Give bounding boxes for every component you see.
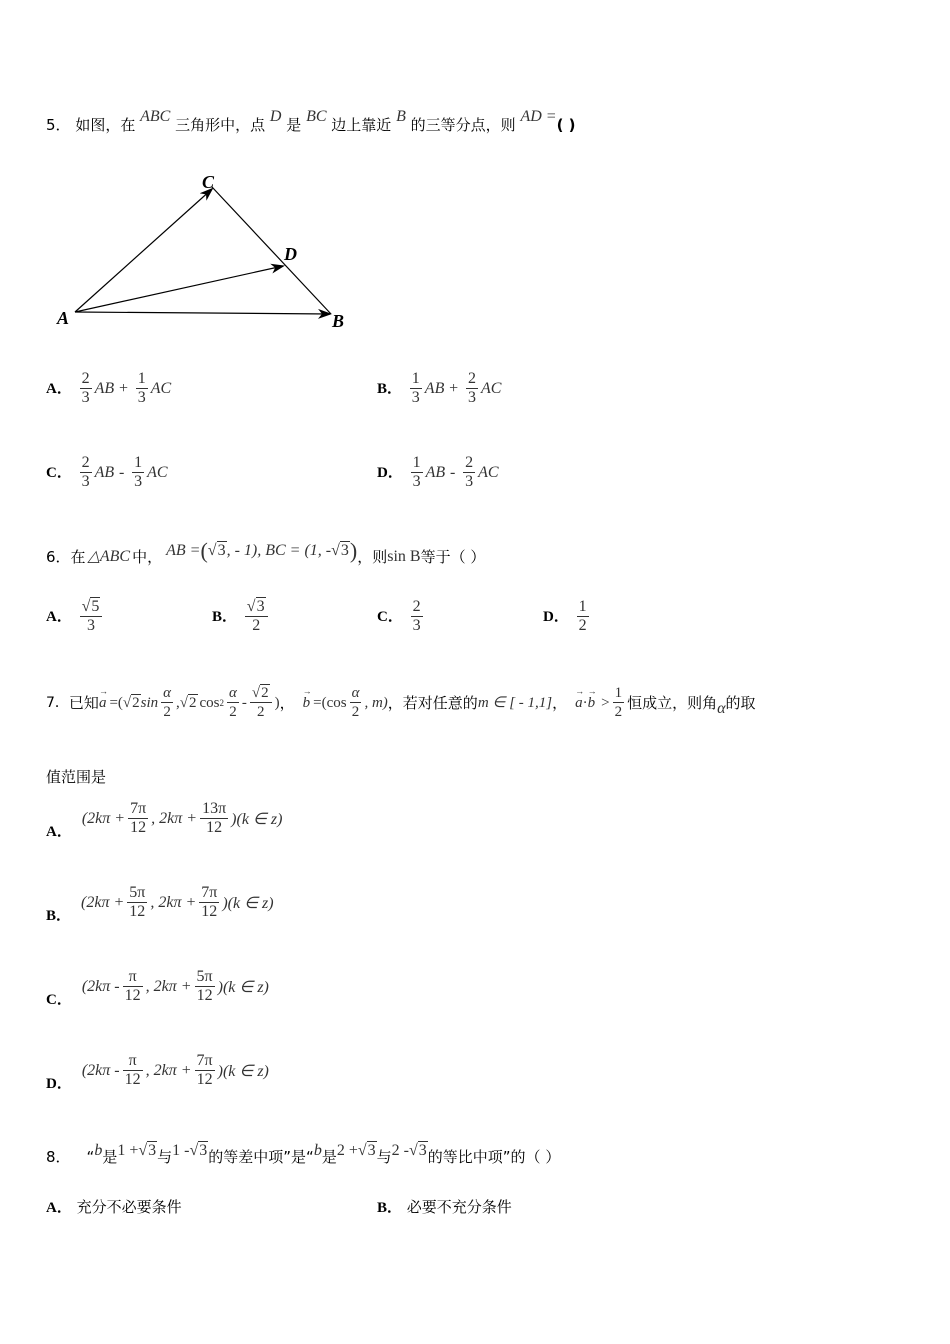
option-label: B． xyxy=(377,381,403,397)
vector-ac-term: AC xyxy=(150,380,172,397)
stem-text: 的等差中项”是“ xyxy=(208,1148,314,1166)
q8-option-a[interactable] xyxy=(46,1196,182,1217)
denominator: 2 xyxy=(578,617,587,634)
numerator: 2 xyxy=(467,370,476,387)
option-label: A． xyxy=(46,609,72,625)
option-label: C． xyxy=(377,609,403,625)
segment-cb xyxy=(212,187,331,314)
option-label: B． xyxy=(377,1200,403,1216)
math-sinb: sin B xyxy=(387,548,421,565)
math-b: b xyxy=(94,1142,103,1159)
radicand: 3 xyxy=(217,542,226,559)
q7-option-b[interactable] xyxy=(46,884,274,924)
math-text: )(k ∈ z) xyxy=(222,894,274,912)
stem-text: 三角形中，点 xyxy=(175,116,266,134)
option-text: 必要不充分条件 xyxy=(406,1198,512,1216)
stem-text: “ xyxy=(86,1148,95,1166)
stem-text: 是 xyxy=(321,1148,337,1166)
denominator: 3 xyxy=(467,389,476,406)
radicand: 2 xyxy=(189,694,197,711)
denominator: 3 xyxy=(81,389,90,406)
sqrt: √2 xyxy=(179,694,197,711)
fraction xyxy=(195,1052,215,1089)
q7-option-c[interactable] xyxy=(46,968,269,1008)
radicand: 2 xyxy=(261,685,269,701)
vector-ab-term: AB xyxy=(424,380,445,397)
vector-ac xyxy=(75,189,212,312)
denominator: 3 xyxy=(412,617,421,634)
option-label: D． xyxy=(377,465,403,481)
operator: + xyxy=(449,380,459,397)
vector-ac-term: AC xyxy=(147,464,168,481)
numerator: 2 xyxy=(465,454,474,471)
denominator: 3 xyxy=(87,617,96,634)
radicand: 3 xyxy=(418,1142,427,1159)
numerator: 5π xyxy=(129,884,146,901)
math-triangle: △ABC xyxy=(87,548,131,565)
stem-text: 中， xyxy=(132,548,163,566)
triangle-figure xyxy=(40,160,370,350)
option-label: A． xyxy=(46,1200,72,1216)
question-number: 7． xyxy=(46,694,69,711)
math-point-d: D xyxy=(269,108,282,125)
fraction xyxy=(132,454,144,491)
label-c: C xyxy=(202,172,215,192)
numerator: α xyxy=(351,685,360,701)
math-text: ) xyxy=(274,694,280,711)
vector-ab-term: AB xyxy=(425,464,446,481)
fraction xyxy=(245,598,268,635)
numerator: 2 xyxy=(81,454,90,471)
stem-text: ，若对任意的 xyxy=(387,693,478,712)
numerator: 2 xyxy=(412,598,421,615)
fraction xyxy=(161,684,173,721)
radicand: 3 xyxy=(367,1142,376,1159)
numerator: 1 xyxy=(614,685,623,701)
math-interval xyxy=(82,800,283,837)
numerator: 7π xyxy=(196,1052,213,1069)
math-text: AB = xyxy=(166,542,201,559)
fraction xyxy=(123,968,143,1005)
question-7-stem-line2 xyxy=(46,766,106,788)
question-7-stem xyxy=(46,684,756,721)
math-segment: BC xyxy=(306,108,327,125)
operator: - xyxy=(118,464,125,481)
question-5-stem xyxy=(46,108,576,137)
stem-text: 已知 xyxy=(68,693,99,712)
fraction xyxy=(80,370,92,407)
label-b: B xyxy=(332,311,345,331)
fraction xyxy=(127,884,147,921)
label-a: A xyxy=(57,308,70,328)
option-label: C． xyxy=(46,992,72,1008)
option-label: B． xyxy=(212,609,238,625)
numerator: 2 xyxy=(81,370,90,387)
fraction xyxy=(463,454,475,491)
stem-text: ，则 xyxy=(357,548,388,566)
stem-text: 与 xyxy=(376,1148,392,1166)
numerator: α xyxy=(163,685,172,701)
q7-option-a[interactable] xyxy=(46,800,283,840)
numerator: π xyxy=(123,968,143,987)
math-text: cos xyxy=(199,694,220,711)
stem-text: 的取 xyxy=(725,693,756,712)
denominator: 12 xyxy=(124,987,141,1004)
option-label: D． xyxy=(543,609,569,625)
stem-text: 是 xyxy=(102,1148,118,1166)
math-dot-product xyxy=(575,684,627,721)
math-text: > xyxy=(601,694,610,711)
fraction xyxy=(250,684,272,721)
vector-a: → a xyxy=(575,692,583,714)
math-text: , - 1), BC = (1, - xyxy=(226,542,332,559)
math-ad: AD = xyxy=(520,108,557,125)
fraction xyxy=(350,684,362,721)
paren: ) xyxy=(349,538,358,563)
question-number: 6． xyxy=(46,548,71,566)
stem-text: 与 xyxy=(157,1148,173,1166)
math-text: , 2kπ + xyxy=(145,977,192,995)
option-label: B． xyxy=(46,908,72,924)
sqrt: √2 xyxy=(122,694,140,711)
stem-text: 是 xyxy=(286,116,302,134)
q7-option-d[interactable] xyxy=(46,1052,269,1092)
question-6-stem xyxy=(46,538,486,568)
numerator: α xyxy=(229,685,237,701)
math-point-b: B xyxy=(396,108,406,125)
q5-option-b[interactable] xyxy=(377,370,501,407)
option-label: C． xyxy=(46,465,72,481)
math-b: b xyxy=(313,1142,322,1159)
math-interval xyxy=(82,968,269,1005)
math-text: 2 - xyxy=(391,1142,409,1159)
denominator: 12 xyxy=(124,1071,141,1088)
radicand: 2 xyxy=(132,694,140,711)
math-text: 1 - xyxy=(172,1142,190,1159)
q6-option-a[interactable] xyxy=(46,598,105,635)
stem-text: 恒成立，则角 xyxy=(627,693,718,712)
math-text: , m) xyxy=(364,694,388,711)
math-text: )(k ∈ z) xyxy=(217,1062,269,1080)
denominator: 3 xyxy=(137,389,146,406)
math-text: =(cos xyxy=(313,694,347,711)
numerator: √2 xyxy=(250,684,272,703)
denominator: 3 xyxy=(134,473,143,490)
math-vectors xyxy=(166,540,357,562)
radicand: 3 xyxy=(148,1142,157,1159)
denominator: 2 xyxy=(252,617,261,634)
math-text: 1 + xyxy=(117,1142,139,1159)
denominator: 3 xyxy=(465,473,474,490)
vector-ab xyxy=(75,312,330,314)
radicand: 3 xyxy=(199,1142,208,1159)
math-triangle: ABC xyxy=(140,108,171,125)
fraction xyxy=(80,454,92,491)
stem-text: 的等比中项”的（ ） xyxy=(427,1148,561,1166)
q8-option-b[interactable] xyxy=(377,1196,512,1217)
math-text: , xyxy=(176,694,180,711)
stem-text: 边上靠近 xyxy=(331,116,392,134)
stem-text: 等于（ ） xyxy=(420,548,486,566)
denominator: 2 xyxy=(229,704,237,720)
numerator: π xyxy=(123,1052,143,1071)
math-text: , 2kπ + xyxy=(151,809,198,827)
label-d: D xyxy=(284,244,297,264)
numerator: 5π xyxy=(196,968,213,985)
math-text: , 2kπ + xyxy=(145,1061,192,1079)
denominator: 2 xyxy=(351,704,360,720)
radicand: 5 xyxy=(91,598,100,615)
radicand: 3 xyxy=(256,598,265,615)
math-expression: 2 - √3 xyxy=(392,1140,428,1162)
math-expression: 2 + √3 xyxy=(337,1140,377,1162)
vector-ac-term: AC xyxy=(480,380,502,397)
math-vector-b xyxy=(303,684,388,721)
q6-option-d[interactable] xyxy=(543,598,592,635)
vector-b: → b xyxy=(588,692,596,714)
vector-a: → a xyxy=(99,692,107,714)
fraction xyxy=(200,800,228,837)
stem-text: 值范围是 xyxy=(46,768,107,786)
math-text: , 2kπ + xyxy=(150,893,197,911)
question-number: 5． xyxy=(46,116,71,134)
fraction xyxy=(410,370,422,407)
fraction xyxy=(613,684,625,721)
denominator: 3 xyxy=(412,473,421,490)
fraction xyxy=(199,884,219,921)
radicand: 3 xyxy=(340,542,349,559)
math-vector-a xyxy=(99,684,280,721)
numerator: √5 xyxy=(80,598,103,617)
numerator: √3 xyxy=(245,598,268,617)
stem-text: 的三等分点，则 xyxy=(410,116,516,134)
denominator: 3 xyxy=(411,389,420,406)
fraction xyxy=(577,598,589,635)
denominator: 12 xyxy=(130,819,147,836)
denominator: 12 xyxy=(196,987,213,1004)
numerator: 7π xyxy=(201,884,218,901)
math-text: (2kπ - xyxy=(81,977,120,995)
sqrt: √3 xyxy=(207,542,226,559)
stem-text: 如图，在 xyxy=(75,116,136,134)
math-text: - xyxy=(241,694,247,711)
vector-ad xyxy=(75,266,283,312)
q5-option-d[interactable] xyxy=(377,454,499,491)
operator: - xyxy=(449,464,456,481)
math-text: (2kπ - xyxy=(81,1061,120,1079)
denominator: 12 xyxy=(196,1071,213,1088)
math-text: =( xyxy=(109,694,123,711)
stem-text: 在 xyxy=(70,548,86,566)
option-label: D． xyxy=(46,1076,72,1092)
math-text: )(k ∈ z) xyxy=(217,978,269,996)
question-8-stem xyxy=(46,1142,561,1168)
vector-ab-term: AB xyxy=(94,464,115,481)
fraction xyxy=(128,800,148,837)
denominator: 2 xyxy=(257,704,265,720)
stem-text: ， xyxy=(279,693,295,712)
numerator: 1 xyxy=(137,370,146,387)
math-interval xyxy=(82,1052,269,1089)
math-expression: 1 - √3 xyxy=(172,1140,208,1162)
numerator: 7π xyxy=(130,800,147,817)
fraction xyxy=(80,598,103,635)
numerator: 1 xyxy=(412,454,421,471)
math-text: )(k ∈ z) xyxy=(231,810,283,828)
fraction xyxy=(136,370,148,407)
answer-blank: ( ) xyxy=(556,116,576,134)
fraction xyxy=(411,598,423,635)
numerator: 1 xyxy=(134,454,143,471)
math-text: (2kπ + xyxy=(81,893,125,911)
denominator: 2 xyxy=(163,704,171,720)
math-text: · xyxy=(582,694,588,711)
math-text: 2 + xyxy=(336,1142,358,1159)
vector-ab-term: AB xyxy=(94,380,115,397)
option-label: A． xyxy=(46,381,72,397)
math-text: sin xyxy=(140,694,159,711)
superscript: 2 xyxy=(219,697,225,708)
math-text: (2kπ + xyxy=(81,809,126,827)
q6-option-c[interactable] xyxy=(377,598,426,635)
math-expression: 1 + √3 xyxy=(117,1140,157,1162)
math-alpha: α xyxy=(717,699,726,717)
denominator: 12 xyxy=(129,903,146,920)
fraction xyxy=(195,968,215,1005)
numerator: 1 xyxy=(578,598,587,615)
fraction xyxy=(227,684,239,721)
math-range: m ∈ [ - 1,1] xyxy=(477,694,553,711)
q5-option-a[interactable] xyxy=(46,370,171,407)
operator: + xyxy=(118,380,128,397)
denominator: 3 xyxy=(81,473,90,490)
denominator: 12 xyxy=(206,819,223,836)
q5-option-c[interactable] xyxy=(46,454,168,491)
numerator: 13π xyxy=(202,800,227,817)
fraction xyxy=(466,370,478,407)
paren: ( xyxy=(200,538,208,563)
question-number: 8． xyxy=(46,1148,71,1166)
vector-ac-term: AC xyxy=(478,464,499,481)
stem-text: ， xyxy=(552,693,568,712)
numerator: 1 xyxy=(411,370,420,387)
vector-b: → b xyxy=(303,692,311,714)
option-label: A． xyxy=(46,824,72,840)
denominator: 2 xyxy=(614,704,623,720)
denominator: 12 xyxy=(201,903,218,920)
math-interval xyxy=(81,884,274,921)
fraction xyxy=(123,1052,143,1089)
sqrt: √3 xyxy=(331,542,349,559)
fraction xyxy=(411,454,423,491)
q6-option-b[interactable] xyxy=(212,598,271,635)
option-text: 充分不必要条件 xyxy=(76,1198,182,1216)
